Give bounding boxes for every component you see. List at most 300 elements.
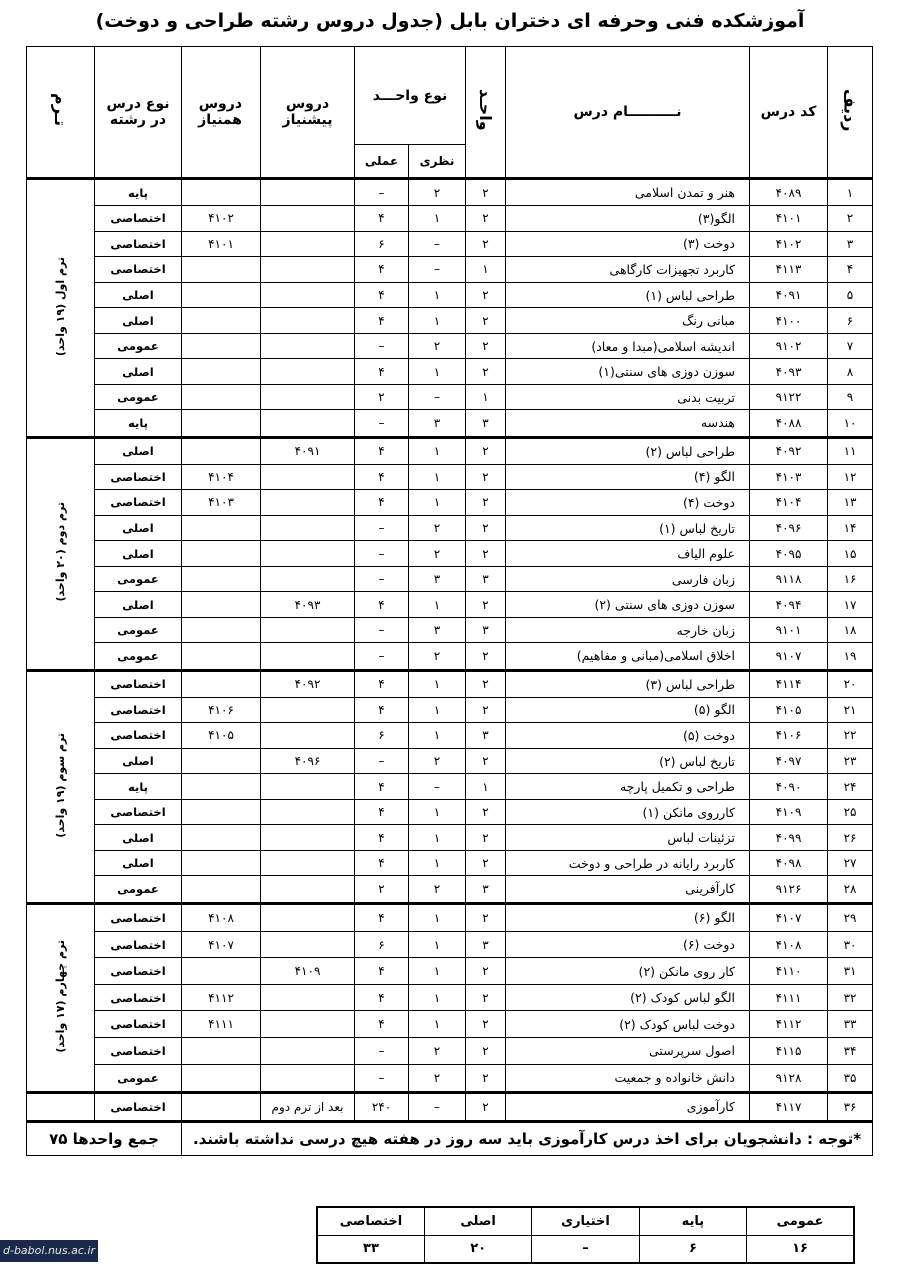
course-code: ۴۰۹۴ <box>750 592 828 618</box>
prerequisite <box>261 333 355 359</box>
course-units: ۲ <box>466 541 506 567</box>
course-type: اصلی <box>95 748 182 774</box>
course-units: ۲ <box>466 958 506 985</box>
course-type: اختصاصی <box>95 670 182 697</box>
row-number: ۱۴ <box>828 515 873 541</box>
practical-units: ۴ <box>355 670 409 697</box>
practical-units: – <box>355 566 409 592</box>
course-code: ۹۱۱۸ <box>750 566 828 592</box>
course-code: ۴۱۰۴ <box>750 490 828 516</box>
table-row <box>27 958 873 985</box>
corequisite <box>182 1064 261 1092</box>
summary-header: اختیاری <box>532 1207 639 1235</box>
course-name: دوخت (۶) <box>506 931 750 958</box>
practical-units: ۴ <box>355 799 409 825</box>
row-number: ۶ <box>828 308 873 334</box>
course-type: اختصاصی <box>95 984 182 1011</box>
table-row <box>27 541 873 567</box>
practical-units: ۴ <box>355 697 409 723</box>
header-practical: عملی <box>355 145 409 179</box>
prerequisite: بعد از ترم دوم <box>261 1092 355 1121</box>
summary-table <box>316 1206 855 1264</box>
row-number: ۲۰ <box>828 670 873 697</box>
table-row <box>27 774 873 800</box>
theory-units: ۱ <box>409 206 466 232</box>
summary-value: ۲۰ <box>424 1235 531 1263</box>
corequisite: ۴۱۰۷ <box>182 931 261 958</box>
prerequisite <box>261 931 355 958</box>
practical-units: ۶ <box>355 931 409 958</box>
row-number: ۱۷ <box>828 592 873 618</box>
term-empty <box>27 1092 95 1121</box>
corequisite <box>182 179 261 206</box>
course-units: ۳ <box>466 876 506 903</box>
table-row <box>27 643 873 670</box>
theory-units: ۳ <box>409 410 466 437</box>
table-row <box>27 206 873 232</box>
course-type: عمومی <box>95 566 182 592</box>
course-type: عمومی <box>95 617 182 643</box>
prerequisite <box>261 1064 355 1092</box>
course-name: دوخت لباس کودک (۲) <box>506 1011 750 1038</box>
course-name: تاریخ لباس (۱) <box>506 515 750 541</box>
table-row <box>27 697 873 723</box>
corequisite <box>182 257 261 283</box>
course-name: تاریخ لباس (۲) <box>506 748 750 774</box>
row-number: ۲۸ <box>828 876 873 903</box>
page-title: آموزشکده فنی وحرفه ای دختران بابل (جدول دروس رشته طراحی و دوخت) <box>95 10 805 32</box>
theory-units: – <box>409 1092 466 1121</box>
header-coreq: دروس همنیاز <box>182 47 261 179</box>
theory-units: ۱ <box>409 464 466 490</box>
prerequisite <box>261 179 355 206</box>
course-name: هنر و تمدن اسلامی <box>506 179 750 206</box>
course-units: ۲ <box>466 333 506 359</box>
table-row <box>27 1011 873 1038</box>
course-type: اصلی <box>95 308 182 334</box>
row-number: ۱۰ <box>828 410 873 437</box>
corequisite: ۴۱۰۱ <box>182 231 261 257</box>
course-units: ۳ <box>466 931 506 958</box>
corequisite <box>182 958 261 985</box>
theory-units: ۲ <box>409 643 466 670</box>
theory-units: ۲ <box>409 179 466 206</box>
practical-units: – <box>355 643 409 670</box>
corequisite <box>182 1092 261 1121</box>
practical-units: ۴ <box>355 825 409 851</box>
course-units: ۳ <box>466 723 506 749</box>
course-name: زبان فارسی <box>506 566 750 592</box>
course-code: ۴۰۹۶ <box>750 515 828 541</box>
prerequisite <box>261 723 355 749</box>
summary-header: پایه <box>639 1207 746 1235</box>
course-name: سوزن دوزی های سنتی(۱) <box>506 359 750 385</box>
course-units: ۲ <box>466 515 506 541</box>
prerequisite: ۴۰۹۳ <box>261 592 355 618</box>
row-number: ۲۷ <box>828 850 873 876</box>
course-code: ۴۰۹۹ <box>750 825 828 851</box>
practical-units: – <box>355 541 409 567</box>
table-row <box>27 617 873 643</box>
theory-units: ۱ <box>409 723 466 749</box>
table-row <box>27 308 873 334</box>
table-row <box>27 359 873 385</box>
course-type: اختصاصی <box>95 1038 182 1065</box>
course-code: ۴۱۰۸ <box>750 931 828 958</box>
course-name: دوخت (۳) <box>506 231 750 257</box>
prerequisite <box>261 464 355 490</box>
course-units: ۲ <box>466 179 506 206</box>
row-number: ۳۰ <box>828 931 873 958</box>
table-row <box>27 984 873 1011</box>
course-units: ۲ <box>466 592 506 618</box>
corequisite <box>182 333 261 359</box>
course-units: ۲ <box>466 643 506 670</box>
corequisite <box>182 384 261 410</box>
table-row <box>27 437 873 464</box>
course-units: ۲ <box>466 903 506 931</box>
course-units: ۲ <box>466 850 506 876</box>
course-code: ۴۱۱۵ <box>750 1038 828 1065</box>
course-code: ۹۱۰۲ <box>750 333 828 359</box>
table-row <box>27 282 873 308</box>
course-name: کارروی مانکن (۱) <box>506 799 750 825</box>
theory-units: ۳ <box>409 617 466 643</box>
theory-units: ۱ <box>409 592 466 618</box>
header-theory: نظری <box>409 145 466 179</box>
course-type: اصلی <box>95 515 182 541</box>
theory-units: ۲ <box>409 515 466 541</box>
practical-units: ۴ <box>355 257 409 283</box>
course-code: ۹۱۲۶ <box>750 876 828 903</box>
course-name: اندیشه اسلامی(مبدا و معاد) <box>506 333 750 359</box>
row-number: ۱۸ <box>828 617 873 643</box>
theory-units: ۱ <box>409 282 466 308</box>
course-code: ۴۰۹۳ <box>750 359 828 385</box>
table-row <box>27 257 873 283</box>
corequisite: ۴۱۰۴ <box>182 464 261 490</box>
course-name: کاربرد تجهیزات کارگاهی <box>506 257 750 283</box>
course-code: ۹۱۲۲ <box>750 384 828 410</box>
summary-value: ۱۶ <box>747 1235 854 1263</box>
theory-units: ۱ <box>409 670 466 697</box>
corequisite <box>182 670 261 697</box>
corequisite <box>182 876 261 903</box>
theory-units: ۱ <box>409 490 466 516</box>
corequisite <box>182 774 261 800</box>
summary-header: اصلی <box>424 1207 531 1235</box>
course-units: ۱ <box>466 774 506 800</box>
course-units: ۲ <box>466 464 506 490</box>
corequisite <box>182 410 261 437</box>
header-radif: ردیف <box>828 47 873 179</box>
course-name: هندسه <box>506 410 750 437</box>
table-row <box>27 231 873 257</box>
course-type: اصلی <box>95 359 182 385</box>
corequisite: ۴۱۰۵ <box>182 723 261 749</box>
theory-units: ۲ <box>409 333 466 359</box>
theory-units: ۲ <box>409 748 466 774</box>
practical-units: – <box>355 1038 409 1065</box>
table-row <box>27 566 873 592</box>
course-code: ۴۱۰۷ <box>750 903 828 931</box>
prerequisite <box>261 1011 355 1038</box>
practical-units: ۲ <box>355 876 409 903</box>
summary-value: ۶ <box>639 1235 746 1263</box>
theory-units: – <box>409 774 466 800</box>
course-units: ۲ <box>466 206 506 232</box>
course-name: دانش خانواده و جمعیت <box>506 1064 750 1092</box>
course-units: ۲ <box>466 282 506 308</box>
row-number: ۳۲ <box>828 984 873 1011</box>
theory-units: ۱ <box>409 799 466 825</box>
course-units: ۲ <box>466 1064 506 1092</box>
row-number: ۱۶ <box>828 566 873 592</box>
course-type: اختصاصی <box>95 958 182 985</box>
watermark: d-babol.nus.ac.ir <box>0 1240 98 1262</box>
courses-table <box>26 46 873 1156</box>
course-code: ۴۰۹۱ <box>750 282 828 308</box>
course-name: کارآموزی <box>506 1092 750 1121</box>
course-type: پایه <box>95 774 182 800</box>
row-number: ۹ <box>828 384 873 410</box>
course-code: ۴۰۹۲ <box>750 437 828 464</box>
practical-units: – <box>355 179 409 206</box>
corequisite <box>182 1038 261 1065</box>
table-row <box>27 825 873 851</box>
practical-units: – <box>355 515 409 541</box>
course-type: اختصاصی <box>95 206 182 232</box>
practical-units: ۴ <box>355 206 409 232</box>
course-name: اخلاق اسلامی(مبانی و مفاهیم) <box>506 643 750 670</box>
prerequisite <box>261 799 355 825</box>
theory-units: ۱ <box>409 359 466 385</box>
course-name: کارآفرینی <box>506 876 750 903</box>
practical-units: – <box>355 333 409 359</box>
course-units: ۲ <box>466 1011 506 1038</box>
course-units: ۲ <box>466 697 506 723</box>
course-code: ۹۱۲۸ <box>750 1064 828 1092</box>
course-type: اختصاصی <box>95 1011 182 1038</box>
term-label: ترم چهارم (۱۷ واحد) <box>27 903 95 1092</box>
course-name: دوخت (۴) <box>506 490 750 516</box>
corequisite: ۴۱۰۶ <box>182 697 261 723</box>
prerequisite <box>261 697 355 723</box>
prerequisite <box>261 876 355 903</box>
practical-units: ۴ <box>355 984 409 1011</box>
corequisite <box>182 541 261 567</box>
course-name: طراحی و تکمیل پارچه <box>506 774 750 800</box>
row-number: ۲۱ <box>828 697 873 723</box>
table-row <box>27 384 873 410</box>
course-code: ۴۰۹۵ <box>750 541 828 567</box>
term-label: ترم سوم (۱۹ واحد) <box>27 670 95 903</box>
table-row <box>27 490 873 516</box>
practical-units: – <box>355 410 409 437</box>
table-row <box>27 799 873 825</box>
row-number: ۴ <box>828 257 873 283</box>
course-name: علوم الیاف <box>506 541 750 567</box>
theory-units: ۱ <box>409 697 466 723</box>
prerequisite <box>261 515 355 541</box>
course-name: زبان خارجه <box>506 617 750 643</box>
theory-units: ۲ <box>409 1038 466 1065</box>
course-code: ۴۰۹۰ <box>750 774 828 800</box>
corequisite <box>182 825 261 851</box>
prerequisite <box>261 825 355 851</box>
course-type: اصلی <box>95 437 182 464</box>
practical-units: ۴ <box>355 308 409 334</box>
table-row <box>27 748 873 774</box>
practical-units: ۴ <box>355 437 409 464</box>
row-number: ۱۹ <box>828 643 873 670</box>
table-row <box>27 1038 873 1065</box>
practical-units: ۴ <box>355 774 409 800</box>
term-label: ترم اول (۱۹ واحد) <box>27 179 95 438</box>
course-units: ۲ <box>466 359 506 385</box>
theory-units: – <box>409 257 466 283</box>
course-type: اختصاصی <box>95 697 182 723</box>
corequisite <box>182 850 261 876</box>
prerequisite <box>261 566 355 592</box>
term-label: ترم دوم (۲۰ واحد) <box>27 437 95 670</box>
course-name: تزئینات لباس <box>506 825 750 851</box>
course-type: اختصاصی <box>95 490 182 516</box>
practical-units: ۴ <box>355 490 409 516</box>
course-units: ۳ <box>466 410 506 437</box>
course-code: ۴۱۰۳ <box>750 464 828 490</box>
prerequisite <box>261 490 355 516</box>
corequisite <box>182 799 261 825</box>
table-row <box>27 410 873 437</box>
prerequisite <box>261 231 355 257</box>
corequisite <box>182 359 261 385</box>
theory-units: ۱ <box>409 903 466 931</box>
course-code: ۴۱۰۶ <box>750 723 828 749</box>
theory-units: ۱ <box>409 850 466 876</box>
corequisite: ۴۱۰۳ <box>182 490 261 516</box>
prerequisite <box>261 384 355 410</box>
course-code: ۴۱۱۳ <box>750 257 828 283</box>
practical-units: ۲۴۰ <box>355 1092 409 1121</box>
table-row <box>27 515 873 541</box>
course-code: ۴۱۰۲ <box>750 231 828 257</box>
practical-units: ۶ <box>355 723 409 749</box>
practical-units: ۴ <box>355 958 409 985</box>
prerequisite: ۴۰۹۶ <box>261 748 355 774</box>
prerequisite <box>261 359 355 385</box>
course-code: ۴۱۰۵ <box>750 697 828 723</box>
table-row <box>27 670 873 697</box>
footer-total: جمع واحدها ۷۵ <box>27 1122 182 1156</box>
prerequisite <box>261 984 355 1011</box>
row-number: ۲۴ <box>828 774 873 800</box>
practical-units: ۴ <box>355 903 409 931</box>
table-row <box>27 850 873 876</box>
corequisite <box>182 437 261 464</box>
header-term: تـرم <box>27 47 95 179</box>
course-type: عمومی <box>95 384 182 410</box>
summary-header: عمومی <box>747 1207 854 1235</box>
table-row <box>27 1064 873 1092</box>
course-type: اختصاصی <box>95 723 182 749</box>
prerequisite <box>261 282 355 308</box>
corequisite <box>182 617 261 643</box>
row-number: ۷ <box>828 333 873 359</box>
summary-header: اختصاصی <box>317 1207 424 1235</box>
course-code: ۴۱۰۰ <box>750 308 828 334</box>
table-row <box>27 179 873 206</box>
table-row <box>27 931 873 958</box>
row-number: ۲۲ <box>828 723 873 749</box>
corequisite <box>182 592 261 618</box>
course-code: ۴۰۹۸ <box>750 850 828 876</box>
theory-units: ۲ <box>409 541 466 567</box>
practical-units: ۴ <box>355 850 409 876</box>
prerequisite <box>261 257 355 283</box>
course-type: عمومی <box>95 876 182 903</box>
course-name: طراحی لباس (۲) <box>506 437 750 464</box>
theory-units: ۲ <box>409 876 466 903</box>
prerequisite <box>261 850 355 876</box>
course-code: ۴۱۱۰ <box>750 958 828 985</box>
row-number: ۳۶ <box>828 1092 873 1121</box>
practical-units: ۴ <box>355 464 409 490</box>
row-number: ۳ <box>828 231 873 257</box>
course-name: اصول سرپرستی <box>506 1038 750 1065</box>
course-units: ۱ <box>466 257 506 283</box>
theory-units: – <box>409 231 466 257</box>
row-number: ۸ <box>828 359 873 385</box>
corequisite: ۴۱۱۲ <box>182 984 261 1011</box>
course-units: ۱ <box>466 384 506 410</box>
course-code: ۴۰۹۷ <box>750 748 828 774</box>
table-row <box>27 333 873 359</box>
table-row <box>27 464 873 490</box>
row-number: ۵ <box>828 282 873 308</box>
row-number: ۲۹ <box>828 903 873 931</box>
theory-units: ۳ <box>409 566 466 592</box>
course-units: ۲ <box>466 1092 506 1121</box>
table-row <box>27 1092 873 1121</box>
course-type: پایه <box>95 410 182 437</box>
course-units: ۳ <box>466 566 506 592</box>
course-name: الگو (۶) <box>506 903 750 931</box>
course-name: طراحی لباس (۳) <box>506 670 750 697</box>
course-type: اصلی <box>95 592 182 618</box>
course-type: اصلی <box>95 850 182 876</box>
theory-units: ۱ <box>409 931 466 958</box>
course-code: ۴۱۱۴ <box>750 670 828 697</box>
course-name: سوزن دوزی های سنتی (۲) <box>506 592 750 618</box>
course-units: ۲ <box>466 437 506 464</box>
course-units: ۲ <box>466 670 506 697</box>
practical-units: ۴ <box>355 282 409 308</box>
corequisite <box>182 748 261 774</box>
row-number: ۱۱ <box>828 437 873 464</box>
course-name: مبانی رنگ <box>506 308 750 334</box>
practical-units: ۲ <box>355 384 409 410</box>
course-code: ۴۰۸۸ <box>750 410 828 437</box>
course-units: ۲ <box>466 308 506 334</box>
course-type: پایه <box>95 179 182 206</box>
row-number: ۳۳ <box>828 1011 873 1038</box>
practical-units: ۶ <box>355 231 409 257</box>
course-code: ۴۱۱۷ <box>750 1092 828 1121</box>
prerequisite <box>261 617 355 643</box>
header-name: نــــــــــام درس <box>506 47 750 179</box>
corequisite: ۴۱۰۸ <box>182 903 261 931</box>
